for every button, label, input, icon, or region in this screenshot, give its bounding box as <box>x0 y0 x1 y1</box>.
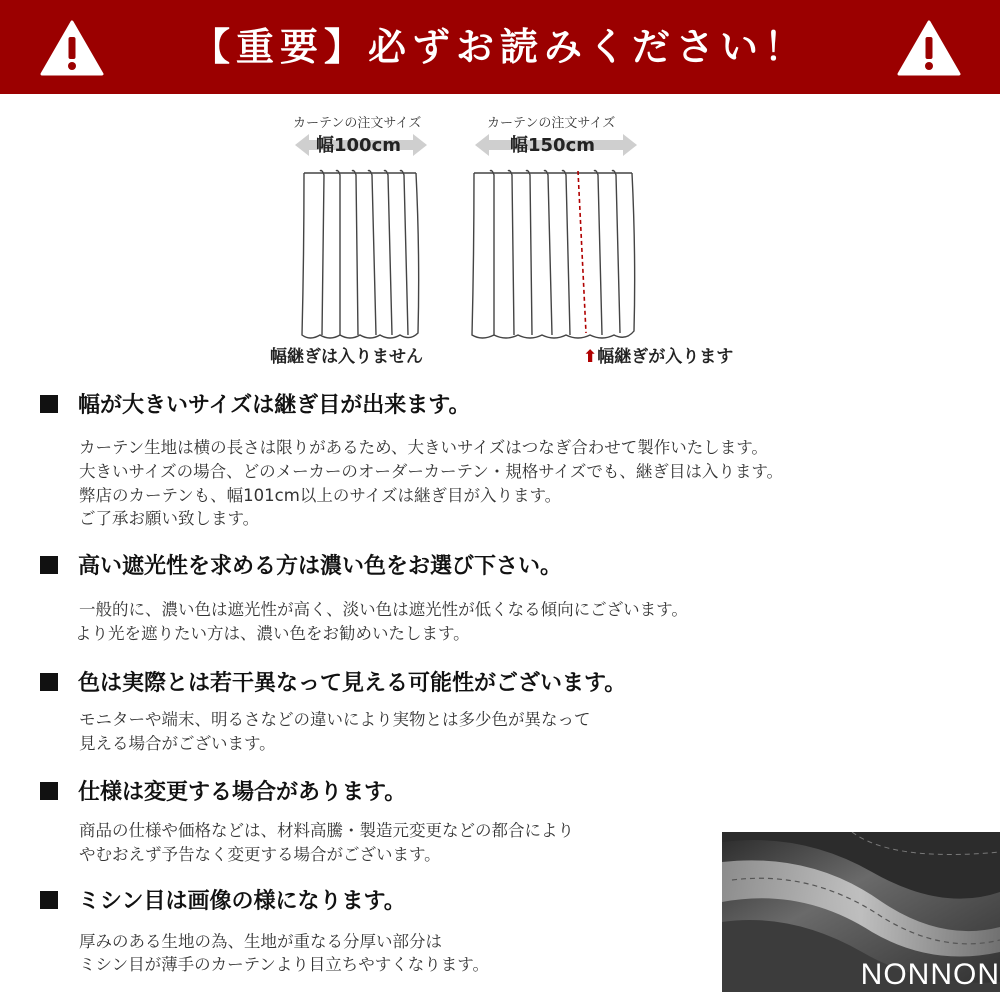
section-color-line: 見える場合がございます。 <box>79 734 276 753</box>
section-spec-line: 商品の仕様や価格などは、材料高騰・製造元変更などの都合により <box>79 821 574 840</box>
section-stitch-line: 厚みのある生地の為、生地が重なる分厚い部分は <box>79 932 442 951</box>
section-seams-line: 弊店のカーテンも、幅101cm以上のサイズは継ぎ目が入ります。 <box>79 486 562 505</box>
curtain-left-illustration <box>300 165 422 343</box>
section-heading-seams: 幅が大きいサイズは継ぎ目が出来ます。 <box>40 388 470 419</box>
section-spec-line: やむおえず予告なく変更する場合がございます。 <box>79 845 441 864</box>
page-title: 【重要】必ずお読みください！ <box>191 25 808 69</box>
section-stitch-line: ミシン目が薄手のカーテンより目立ちやすくなります。 <box>79 955 489 974</box>
curtain-right-illustration <box>470 165 638 343</box>
section-blackout-line: 一般的に、濃い色は遮光性が高く、淡い色は遮光性が低くなる傾向にございます。 <box>79 600 688 619</box>
section-seams-line: カーテン生地は横の長さは限りがあるため、大きいサイズはつなぎ合わせて製作いたします。 <box>79 438 768 457</box>
order-size-label-right: カーテンの注文サイズ <box>487 116 616 131</box>
section-heading-spec: 仕様は変更する場合があります。 <box>40 775 406 806</box>
red-up-arrow-icon: ⬆ <box>583 347 598 367</box>
section-blackout-line: より光を遮りたい方は、濃い色をお勧めいたします。 <box>75 624 470 643</box>
section-color-line: モニターや端末、明るさなどの違いにより実物とは多少色が異なって <box>79 710 591 729</box>
width-label-right: 幅150cm <box>510 135 595 156</box>
width-label-left: 幅100cm <box>316 135 401 156</box>
caption-left: 幅継ぎは入りません <box>270 347 423 367</box>
fabric-stitch-photo <box>722 832 1000 992</box>
caption-right <box>583 342 733 367</box>
section-seams-line: 大きいサイズの場合、どのメーカーのオーダーカーテン・規格サイズでも、継ぎ目は入ります。 <box>79 462 784 481</box>
brand-watermark: NONNON <box>860 958 1000 991</box>
bullet-square-icon <box>40 673 58 691</box>
bullet-square-icon <box>40 891 58 909</box>
section-heading-color: 色は実際とは若干異なって見える可能性がございます。 <box>40 666 626 697</box>
section-seams-line: ご了承お願い致します。 <box>79 509 260 528</box>
order-size-label-left: カーテンの注文サイズ <box>293 116 422 131</box>
section-heading-stitch: ミシン目は画像の様になります。 <box>40 884 406 915</box>
bullet-square-icon <box>40 556 58 574</box>
bullet-square-icon <box>40 395 58 413</box>
bullet-square-icon <box>40 782 58 800</box>
section-heading-blackout: 高い遮光性を求める方は濃い色をお選び下さい。 <box>40 549 562 580</box>
caption-right-text: 幅継ぎが入ります <box>597 347 734 367</box>
